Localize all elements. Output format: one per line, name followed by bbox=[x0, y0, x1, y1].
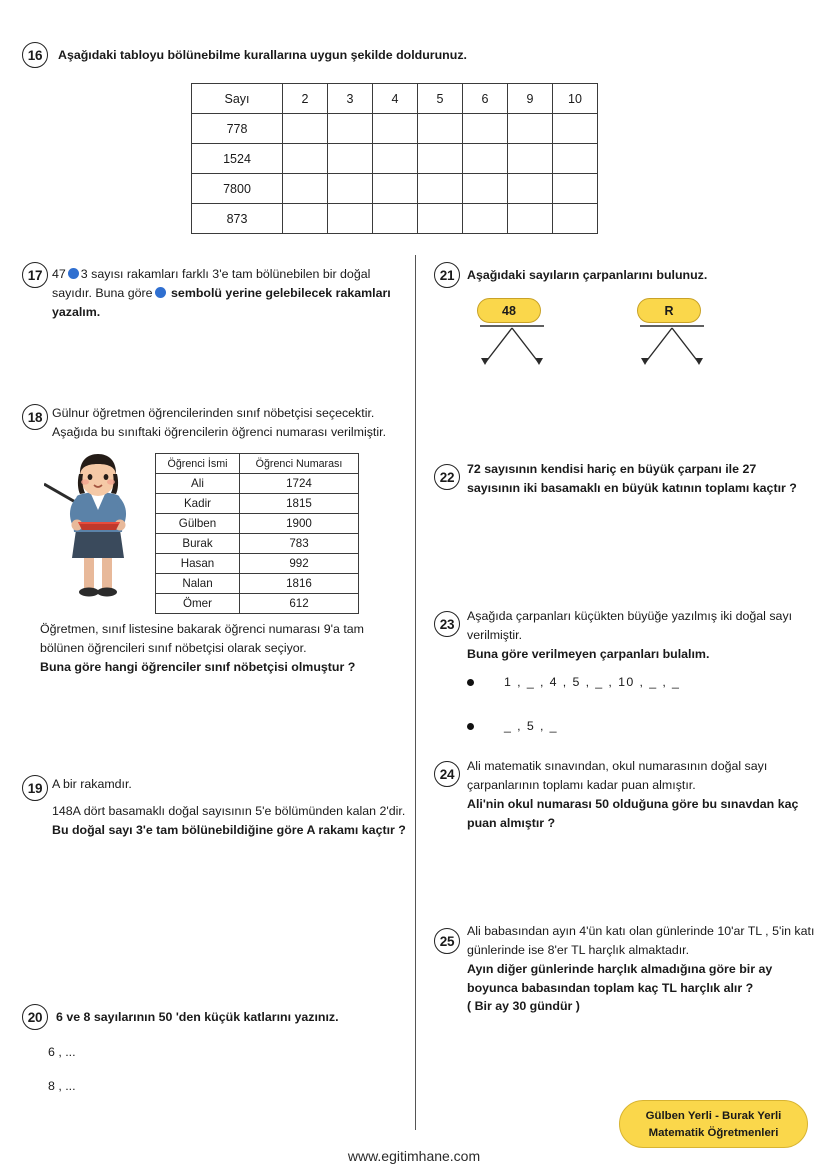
bullet-dot-icon bbox=[467, 679, 474, 686]
q24-line-3: Ali'nin okul numarası 50 olduğuna göre bu sınavdan kaç bbox=[467, 796, 799, 811]
q19-line-3: Bu doğal sayı 3'e tam bölünebildiğine göre A rakamı kaçtır ? bbox=[52, 822, 406, 837]
question-23-bullet-2 bbox=[467, 719, 558, 733]
question-number-25: 25 bbox=[434, 928, 460, 954]
table-cell-answer[interactable] bbox=[508, 174, 553, 204]
student-name-cell: Kadir bbox=[156, 494, 240, 514]
student-number-cell: 1900 bbox=[240, 514, 359, 534]
table-header-cell: 5 bbox=[418, 84, 463, 114]
table-cell-answer[interactable] bbox=[328, 174, 373, 204]
student-number-cell: 1815 bbox=[240, 494, 359, 514]
table-header-row bbox=[192, 84, 598, 114]
factor-tree-2-branches bbox=[637, 323, 707, 373]
question-number-21: 21 bbox=[434, 262, 460, 288]
question-22-text bbox=[467, 460, 817, 498]
table-row bbox=[192, 204, 598, 234]
student-name-cell: Burak bbox=[156, 534, 240, 554]
q25-line-3: Ayın diğer günlerinde harçlık almadığına göre bir ay bbox=[467, 961, 773, 976]
q17-line1-pre: 47 bbox=[52, 267, 66, 281]
question-number-20: 20 bbox=[22, 1004, 48, 1030]
table-cell-answer[interactable] bbox=[418, 204, 463, 234]
site-watermark: www.egitimhane.com bbox=[347, 1148, 481, 1164]
q17-line-1 bbox=[52, 265, 407, 284]
factor-tree-1-value[interactable]: 48 bbox=[477, 298, 541, 323]
table-row bbox=[156, 554, 359, 574]
question-20-answer-2[interactable]: 8 , ... bbox=[48, 1079, 76, 1093]
question-number-24: 24 bbox=[434, 761, 460, 787]
student-number-cell: 992 bbox=[240, 554, 359, 574]
q18-line-2: Aşağıda bu sınıftaki öğrencilerin öğrenci numarası verilmiştir. bbox=[52, 424, 387, 439]
q23-line-3: Buna göre verilmeyen çarpanları bulalım. bbox=[467, 646, 710, 661]
table-header-cell: Öğrenci İsmi bbox=[156, 454, 240, 474]
bullet-dot-icon bbox=[467, 723, 474, 730]
table-header-cell: 2 bbox=[283, 84, 328, 114]
table-row bbox=[156, 514, 359, 534]
table-cell-answer[interactable] bbox=[283, 174, 328, 204]
table-header-row bbox=[156, 454, 359, 474]
q18-after-line-2: bölünen öğrencileri sınıf nöbetçisi olarak seçiyor. bbox=[40, 640, 307, 655]
table-cell-number: 778 bbox=[192, 114, 283, 144]
question-21-prompt: Aşağıdaki sayıların çarpanlarını bulunuz. bbox=[467, 268, 708, 282]
q25-line-1: Ali babasından ayın 4'ün katı olan günlerinde 10'ar TL , 5'in katı bbox=[467, 924, 815, 938]
q18-after-line-1: Öğretmen, sınıf listesine bakarak öğrenci numarası 9'a tam bbox=[40, 622, 364, 636]
student-number-cell: 612 bbox=[240, 594, 359, 614]
q17-line1-post: 3 sayısı rakamları farklı 3'e tam bölünebilen bir doğal bbox=[80, 267, 371, 281]
author-subtitle: Matematik Öğretmenleri bbox=[648, 1126, 779, 1139]
table-cell-answer[interactable] bbox=[418, 174, 463, 204]
factor-tree-1 bbox=[477, 298, 547, 373]
table-header-cell: 10 bbox=[553, 84, 598, 114]
q19-line-2: 148A dört basamaklı doğal sayısının 5'e bölümünden kalan 2'dir. bbox=[52, 803, 406, 818]
q17-line2-post: sembolü yerine gelebilecek rakamları bbox=[171, 285, 391, 300]
q24-line-1: Ali matematik sınavından, okul numarasının doğal sayı bbox=[467, 759, 768, 773]
divisibility-table bbox=[191, 83, 598, 234]
table-cell-answer[interactable] bbox=[373, 114, 418, 144]
q25-line-2: günlerinde ise 8'er TL harçlık almaktadır. bbox=[467, 942, 690, 957]
student-number-cell: 1816 bbox=[240, 574, 359, 594]
table-cell-answer[interactable] bbox=[283, 114, 328, 144]
question-16-prompt: Aşağıdaki tabloyu bölünebilme kurallarına uygun şekilde doldurunuz. bbox=[58, 48, 467, 62]
factor-tree-2 bbox=[637, 298, 707, 373]
q19-line-1: A bir rakamdır. bbox=[52, 777, 132, 791]
question-24-text bbox=[467, 757, 817, 832]
q22-line-2: sayısının iki basamaklı en büyük katının toplamı kaçtır ? bbox=[467, 480, 797, 495]
q18-line-1: Gülnur öğretmen öğrencilerinden sınıf nöbetçisi seçecektir. bbox=[52, 406, 375, 420]
table-header-cell: 6 bbox=[463, 84, 508, 114]
factor-tree-2-value[interactable]: R bbox=[637, 298, 701, 323]
q25-line-4: boyunca babasından toplam kaç TL harçlık alır ? bbox=[467, 980, 754, 995]
question-number-19: 19 bbox=[22, 775, 48, 801]
table-cell-number: 1524 bbox=[192, 144, 283, 174]
table-header-cell: Öğrenci Numarası bbox=[240, 454, 359, 474]
q18-after-line-3: Buna göre hangi öğrenciler sınıf nöbetçisi olmuştur ? bbox=[40, 659, 356, 674]
question-25-text bbox=[467, 922, 822, 1016]
q17-line-2 bbox=[52, 284, 407, 303]
question-number-23: 23 bbox=[434, 611, 460, 637]
table-cell-answer[interactable] bbox=[508, 204, 553, 234]
table-cell-answer[interactable] bbox=[373, 144, 418, 174]
q23-line-1: Aşağıda çarpanları küçükten büyüğe yazılmış iki doğal sayı bbox=[467, 609, 793, 623]
table-cell-answer[interactable] bbox=[373, 174, 418, 204]
table-cell-answer[interactable] bbox=[553, 114, 598, 144]
table-header-cell: Sayı bbox=[192, 84, 283, 114]
student-name-cell: Hasan bbox=[156, 554, 240, 574]
table-header-cell: 3 bbox=[328, 84, 373, 114]
q23-sequence-2[interactable]: _ , 5 , _ bbox=[504, 719, 558, 733]
spacer bbox=[52, 794, 422, 802]
table-row bbox=[192, 144, 598, 174]
q23-sequence-1[interactable]: 1 , _ , 4 , 5 , _ , 10 , _ , _ bbox=[504, 675, 681, 689]
column-divider bbox=[415, 255, 416, 1130]
teacher-illustration-icon bbox=[44, 452, 152, 609]
table-cell-answer[interactable] bbox=[463, 114, 508, 144]
question-23-text bbox=[467, 607, 817, 664]
q25-line-5: ( Bir ay 30 gündür ) bbox=[467, 999, 580, 1014]
question-20-answer-1[interactable]: 6 , ... bbox=[48, 1045, 76, 1059]
factor-tree-1-branches bbox=[477, 323, 547, 373]
table-cell-number: 873 bbox=[192, 204, 283, 234]
q24-line-2: çarpanlarının toplamı kadar puan almıştır. bbox=[467, 777, 696, 792]
table-cell-answer[interactable] bbox=[283, 144, 328, 174]
table-cell-answer[interactable] bbox=[553, 174, 598, 204]
q17-line2-pre: sayıdır. Buna göre bbox=[52, 285, 153, 300]
table-cell-answer[interactable] bbox=[373, 204, 418, 234]
table-cell-answer[interactable] bbox=[508, 144, 553, 174]
table-row bbox=[156, 594, 359, 614]
blue-circle-icon bbox=[68, 268, 79, 279]
student-name-cell: Nalan bbox=[156, 574, 240, 594]
student-number-cell: 1724 bbox=[240, 474, 359, 494]
table-cell-answer[interactable] bbox=[328, 114, 373, 144]
table-cell-answer[interactable] bbox=[463, 204, 508, 234]
table-cell-answer[interactable] bbox=[283, 204, 328, 234]
student-number-cell: 783 bbox=[240, 534, 359, 554]
question-19-text bbox=[52, 775, 422, 840]
table-cell-answer[interactable] bbox=[553, 144, 598, 174]
question-18-text bbox=[52, 404, 422, 442]
student-name-cell: Ali bbox=[156, 474, 240, 494]
table-cell-number: 7800 bbox=[192, 174, 283, 204]
blue-circle-icon bbox=[155, 287, 166, 298]
q23-line-2: verilmiştir. bbox=[467, 627, 523, 642]
table-header-cell: 4 bbox=[373, 84, 418, 114]
table-cell-answer[interactable] bbox=[463, 174, 508, 204]
table-cell-answer[interactable] bbox=[418, 144, 463, 174]
question-18-followup bbox=[40, 620, 420, 677]
question-17-text bbox=[52, 265, 407, 322]
table-row bbox=[156, 474, 359, 494]
table-cell-answer[interactable] bbox=[553, 204, 598, 234]
table-cell-answer[interactable] bbox=[328, 144, 373, 174]
question-number-18: 18 bbox=[22, 404, 48, 430]
student-numbers-table bbox=[155, 453, 359, 614]
table-cell-answer[interactable] bbox=[418, 114, 463, 144]
question-number-16: 16 bbox=[22, 42, 48, 68]
table-row bbox=[156, 574, 359, 594]
question-number-17: 17 bbox=[22, 262, 48, 288]
q17-line-3: yazalım. bbox=[52, 304, 101, 319]
question-number-22: 22 bbox=[434, 464, 460, 490]
table-row bbox=[192, 114, 598, 144]
table-cell-answer[interactable] bbox=[328, 204, 373, 234]
question-23-bullet-1 bbox=[467, 675, 680, 689]
table-cell-answer[interactable] bbox=[463, 144, 508, 174]
table-row bbox=[192, 174, 598, 204]
table-row bbox=[156, 534, 359, 554]
author-credit-badge bbox=[619, 1100, 808, 1148]
question-20-prompt: 6 ve 8 sayılarının 50 'den küçük katlarını yazınız. bbox=[56, 1010, 339, 1024]
student-name-cell: Ömer bbox=[156, 594, 240, 614]
table-row bbox=[156, 494, 359, 514]
student-name-cell: Gülben bbox=[156, 514, 240, 534]
q24-line-4: puan almıştır ? bbox=[467, 815, 556, 830]
q22-line-1: 72 sayısının kendisi hariç en büyük çarpanı ile 27 bbox=[467, 462, 757, 476]
author-names: Gülben Yerli - Burak Yerli bbox=[645, 1110, 782, 1122]
table-header-cell: 9 bbox=[508, 84, 553, 114]
table-cell-answer[interactable] bbox=[508, 114, 553, 144]
